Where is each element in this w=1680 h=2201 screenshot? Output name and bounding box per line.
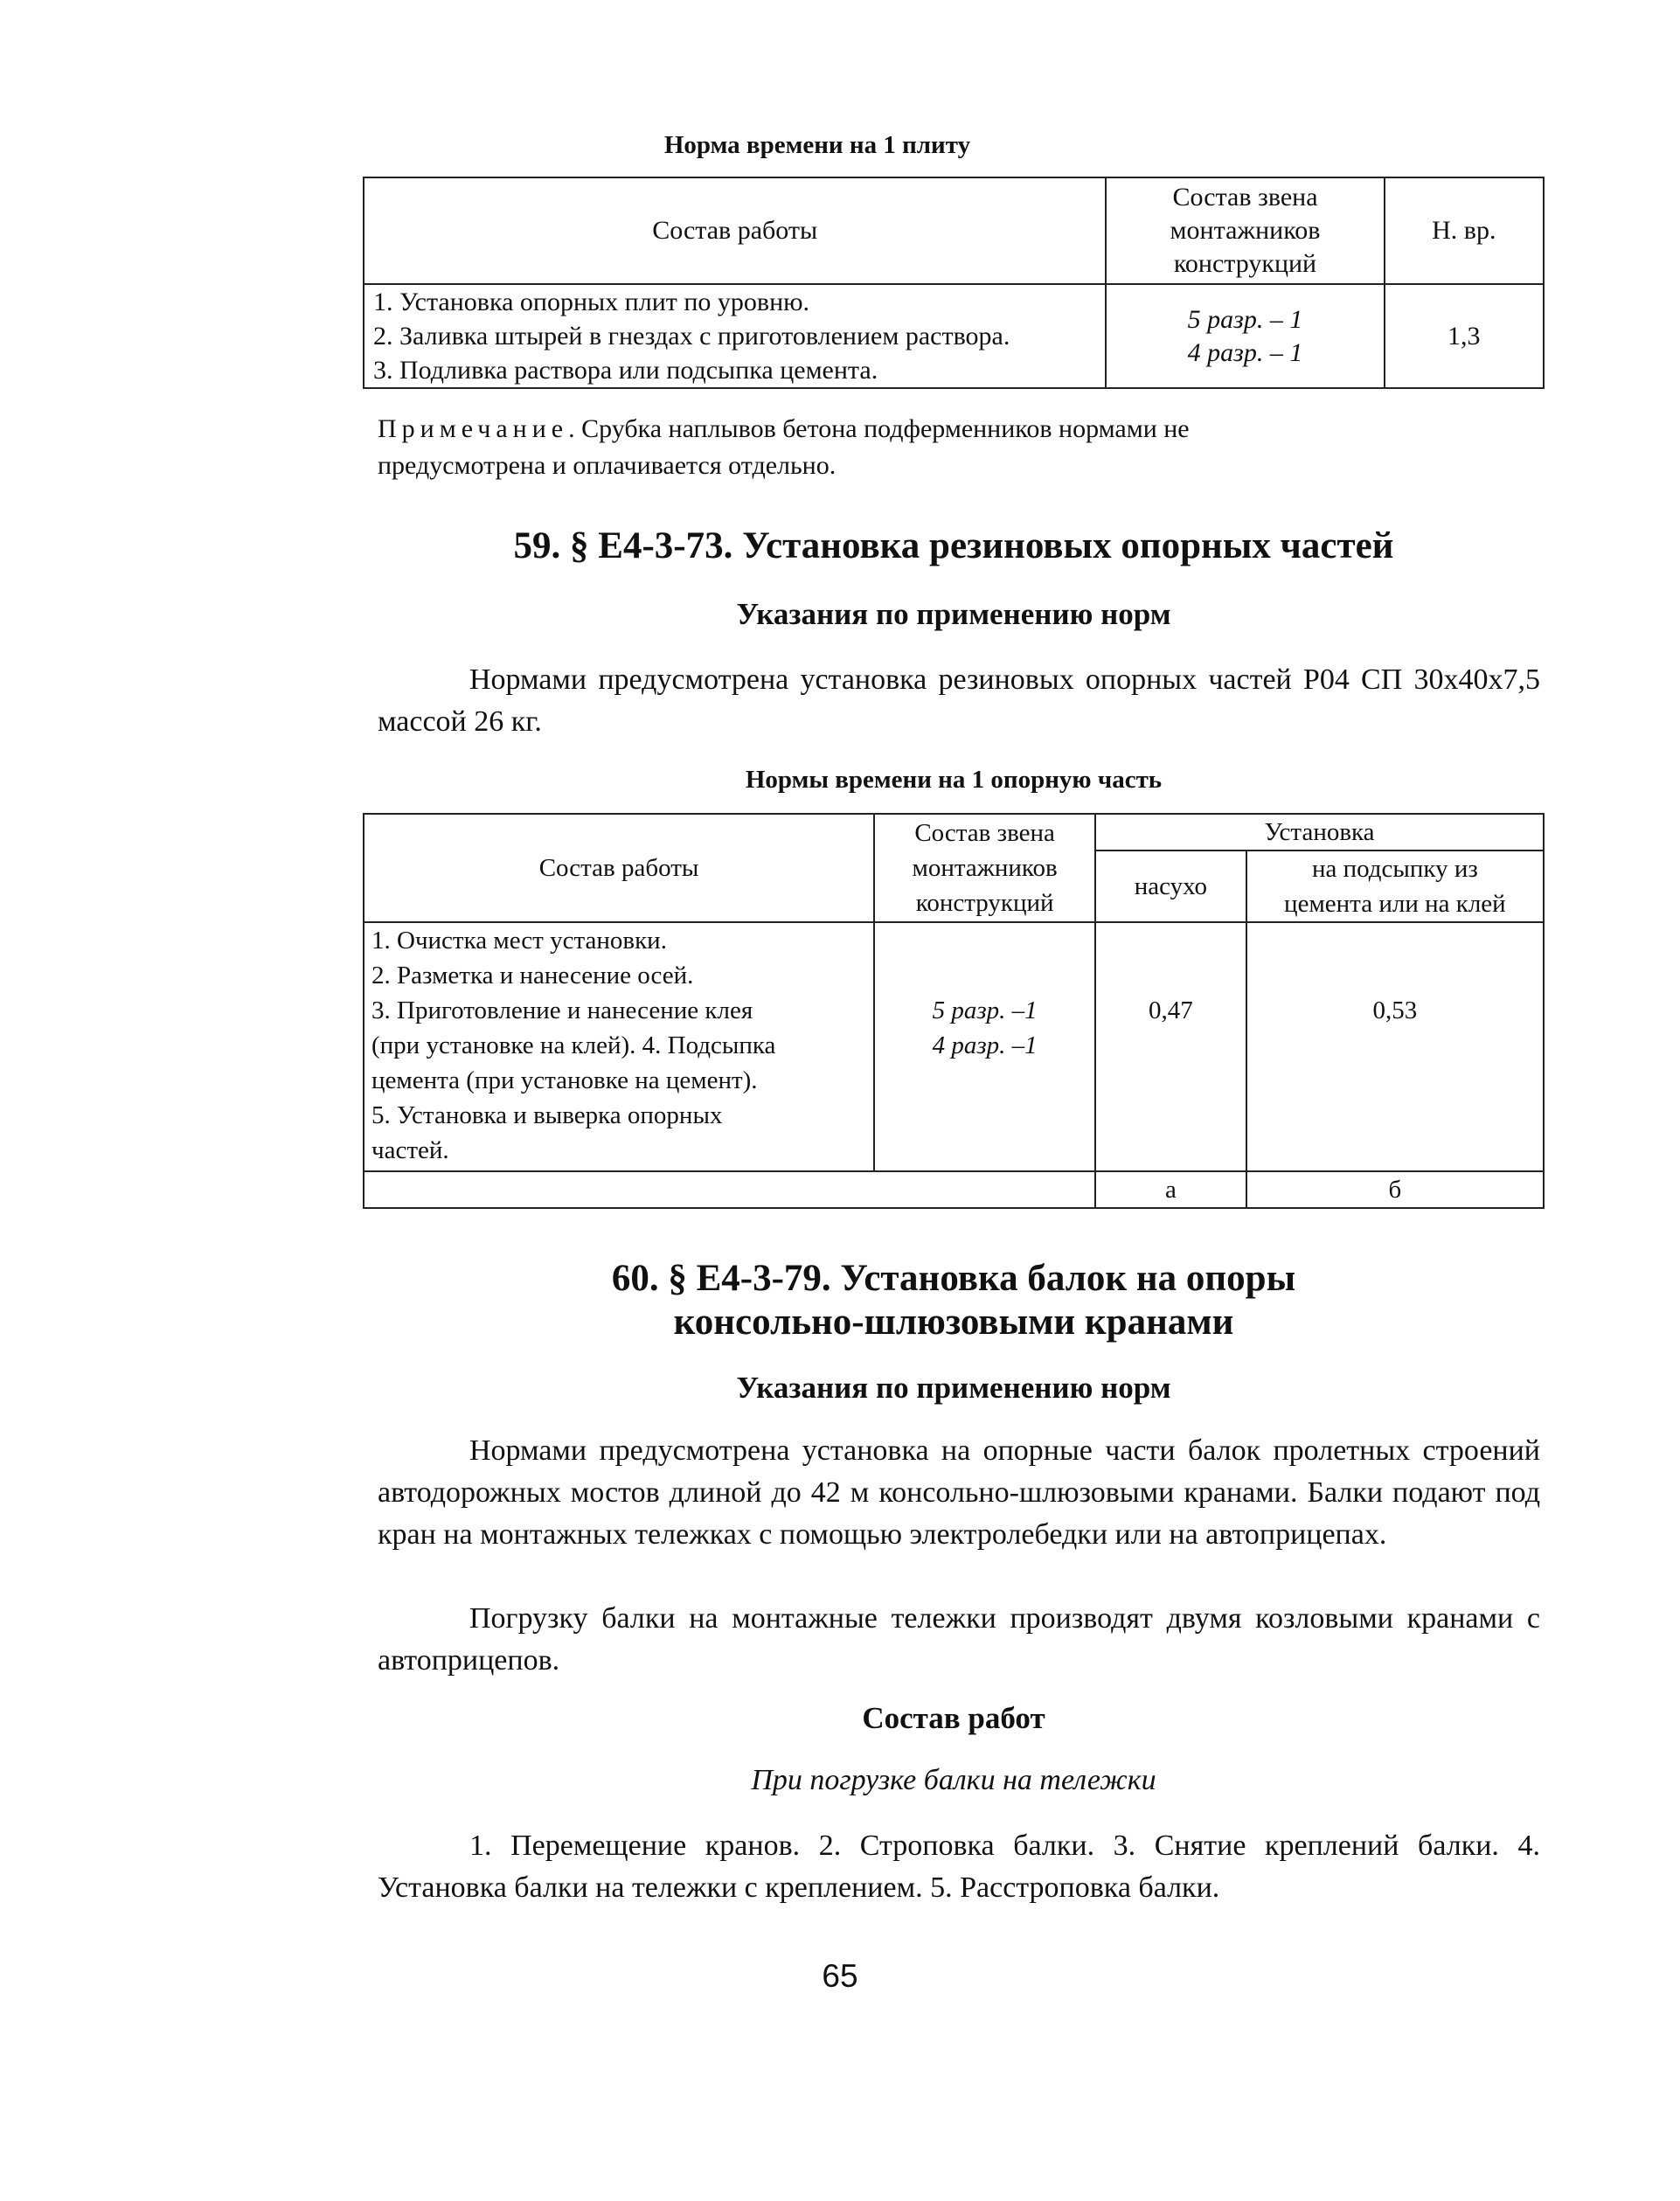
table1-work-item: 1. Установка опорных плит по уровню. — [373, 288, 810, 316]
section60-work-heading: Состав работ — [862, 1701, 1045, 1735]
table1-title: Норма времени на 1 плиту — [663, 131, 971, 159]
table2-title: Нормы времени на 1 опорную часть — [745, 766, 1163, 794]
table2-letter-row — [364, 1171, 1544, 1208]
table2-work-item: 5. Установка и выверка опорных — [371, 1101, 723, 1129]
table1-header-row — [364, 177, 1544, 284]
section60-paragraph-1: Нормами предусмотрена установка на опорные части балок пролетных строений автодорожных мостов длиной до 42 м консольно-шлюзовыми кранами. Балки подают под кран на монтажных тележках с помощью электролебедки или на автоприцепах. — [378, 1434, 1540, 1551]
table2-header-crew-line: конструкций — [915, 889, 1054, 917]
note-label: Примечание — [378, 414, 569, 443]
section59-heading: 59. § Е4-3-73. Установка резиновых опорных частей — [513, 525, 1394, 566]
table1-work-item: 2. Заливка штырей в гнездах с приготовлением раствора. — [373, 322, 1010, 351]
section59-subheading: Указания по применению норм — [736, 597, 1171, 631]
table2-letter-empty — [364, 1171, 1095, 1208]
table2-work-cell — [364, 922, 874, 1171]
table2-header-work: Состав работы — [364, 814, 874, 922]
section59-paragraph: Нормами предусмотрена установка резиновых опорных частей Р04 СП 30х40х7,5 массой 26 кг. — [378, 663, 1540, 738]
note-line: предусмотрена и оплачивается отдельно. — [378, 451, 837, 480]
note-text: . Срубка наплывов бетона подферменников нормами не — [568, 414, 1190, 443]
table1-header-crew-line: конструкций — [1173, 249, 1317, 278]
table1-norm-cell: 1,3 — [1385, 284, 1544, 388]
table2-header-cement-line: цемента или на клей — [1284, 890, 1506, 918]
table1-header-crew-line: монтажников — [1170, 216, 1321, 245]
table2-work-item: (при установке на клей). 4. Подсыпка — [371, 1031, 776, 1059]
section60-heading — [363, 1257, 1545, 1344]
table2-work-item: 3. Приготовление и нанесение клея — [371, 996, 753, 1024]
table2-letter-b: б — [1246, 1171, 1544, 1208]
table2-header-crew-line: Состав звена — [914, 819, 1055, 847]
table2-header-install: Установка — [1095, 814, 1544, 851]
section60-work-paragraph: 1. Перемещение кранов. 2. Строповка балки. 3. Снятие креплений балки. 4. Установка балки на тележки с креплением. 5. Расстроповка балки. — [378, 1830, 1540, 1904]
section60-heading-line: консольно-шлюзовыми кранами — [673, 1302, 1234, 1343]
table2-header-row — [364, 814, 1544, 851]
section60-paragraph-2: Погрузку балки на монтажные тележки производят двумя козловыми кранами с автоприцепов. — [378, 1602, 1540, 1677]
table1-body-row — [364, 284, 1544, 388]
table1 — [363, 177, 1545, 389]
table1-crew-value: 5 разр. – 1 — [1187, 304, 1303, 334]
table2-cement-value: 0,53 — [1246, 922, 1544, 1171]
table2-work-item: частей. — [371, 1136, 449, 1164]
table2-header-cement — [1246, 851, 1544, 922]
table1-work-item: 3. Подливка раствора или подсыпка цемента. — [373, 356, 878, 385]
table1-header-norm: Н. вр. — [1385, 177, 1544, 284]
table2-header-cement-line: на подсыпку из — [1311, 855, 1478, 883]
table1-note — [378, 411, 1540, 484]
table2-work-item: цемента (при установке на цемент). — [371, 1066, 758, 1094]
table2-work-item: 1. Очистка мест установки. — [371, 927, 667, 955]
section60-subheading: Указания по применению норм — [736, 1371, 1171, 1405]
note-line — [378, 411, 1540, 448]
section60-heading-line: 60. § Е4-3-79. Установка балок на опоры — [611, 1258, 1296, 1299]
section60-work-subheading: При погрузке балки на тележки — [751, 1764, 1156, 1796]
table1-crew-cell — [1106, 284, 1384, 388]
table2-crew-value: 5 разр. –1 — [932, 996, 1038, 1024]
table2-work-item: 2. Разметка и нанесение осей. — [371, 962, 694, 989]
table2 — [363, 813, 1545, 1209]
table1-crew-value: 4 разр. – 1 — [1187, 337, 1303, 367]
table2-crew-cell — [874, 922, 1095, 1171]
table2-crew-value: 4 разр. –1 — [932, 1031, 1038, 1059]
table1-work-cell — [364, 284, 1106, 388]
table2-dry-value: 0,47 — [1095, 922, 1246, 1171]
table2-body-row — [364, 922, 1544, 1171]
table2-header-crew-line: монтажников — [912, 854, 1058, 882]
table1-header-crew-line: Состав звена — [1172, 183, 1318, 212]
table2-letter-a: а — [1095, 1171, 1246, 1208]
table2-header-dry: насухо — [1095, 851, 1246, 922]
table1-header-crew — [1106, 177, 1384, 284]
page-number: 65 — [822, 1958, 858, 1994]
table1-header-work: Состав работы — [364, 177, 1106, 284]
table2-header-crew — [874, 814, 1095, 922]
